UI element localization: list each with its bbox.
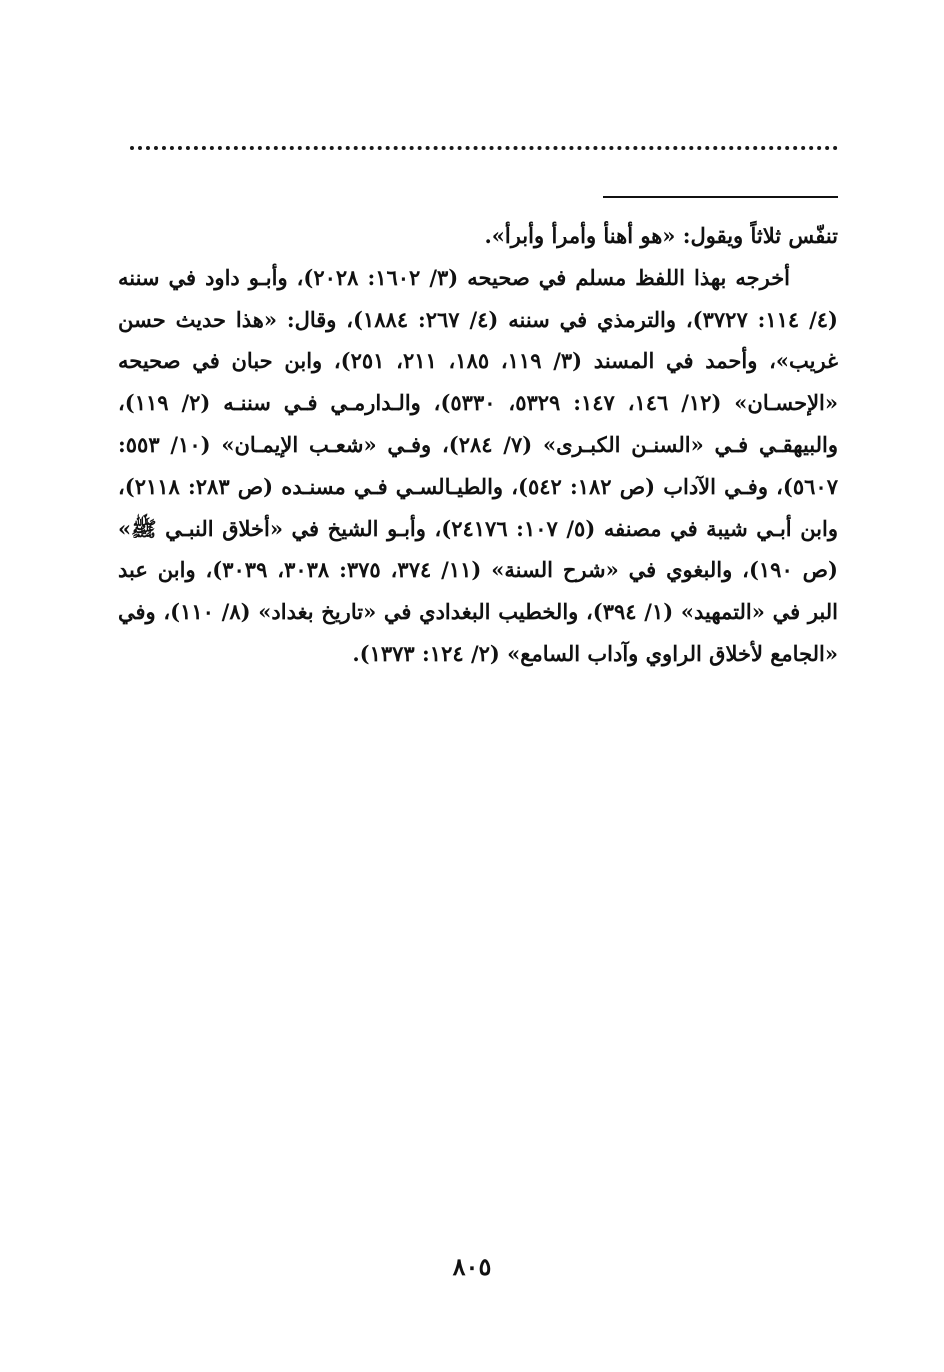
footnote-block <box>118 215 838 675</box>
footnote-intro-line: تنفّس ثلاثاً ويقول: «هو أهنأ وأمرأ وأبرأ». <box>484 223 838 248</box>
dotted-separator <box>130 146 838 150</box>
page-number: ٨٠٥ <box>452 1252 492 1281</box>
footnote-separator-line <box>603 196 838 198</box>
footnote-takhrij-paragraph: أخرجه بهذا اللفظ مسلم في صحيحه (٣/ ١٦٠٢: ٢٠٢٨)، وأبـو داود في سننه (٤/ ١١٤: ٣٧٢٧)، والترمذي في سننه (٤/ ٢٦٧: ١٨٨٤)، وقال: «هذا حديث حسن غريب»، وأحمد في المسند (٣/ ١١٩، ١٨٥، ٢١١، ٢٥١)، وابن حبان في صحيحه «الإحسـان» (١٢/ ١٤٦، ١٤٧: ٥٣٢٩، ٥٣٣٠)، والـدارمـي فـي سننـه (٢/ ١١٩)، والبيهقـي فـي «السنـن الكبـرى» (٧/ ٢٨٤)، وفـي «شعـب الإيمـان» (١٠/ ٥٥٣: ٥٦٠٧)، وفـي الآداب (ص ١٨٢: ٥٤٢)، والطيـالسـي فـي مسنـده (ص ٢٨٣: ٢١١٨)، وابن أبـي شيبة في مصنفه (٥/ ١٠٧: ٢٤١٧٦)، وأبـو الشيخ في «أخلاق النبـي ﷺ» (ص ١٩٠)، والبغوي في «شرح السنة» (١١/ ٣٧٤، ٣٧٥: ٣٠٣٨، ٣٠٣٩)، وابن عبد البر في «التمهيد» (١/ ٣٩٤)، والخطيب البغدادي في «تاريخ بغداد» (٨/ ١١٠)، وفي «الجامع لأخلاق الراوي وآداب السامع» (٢/ ١٢٤: ١٣٧٣). <box>118 264 839 666</box>
